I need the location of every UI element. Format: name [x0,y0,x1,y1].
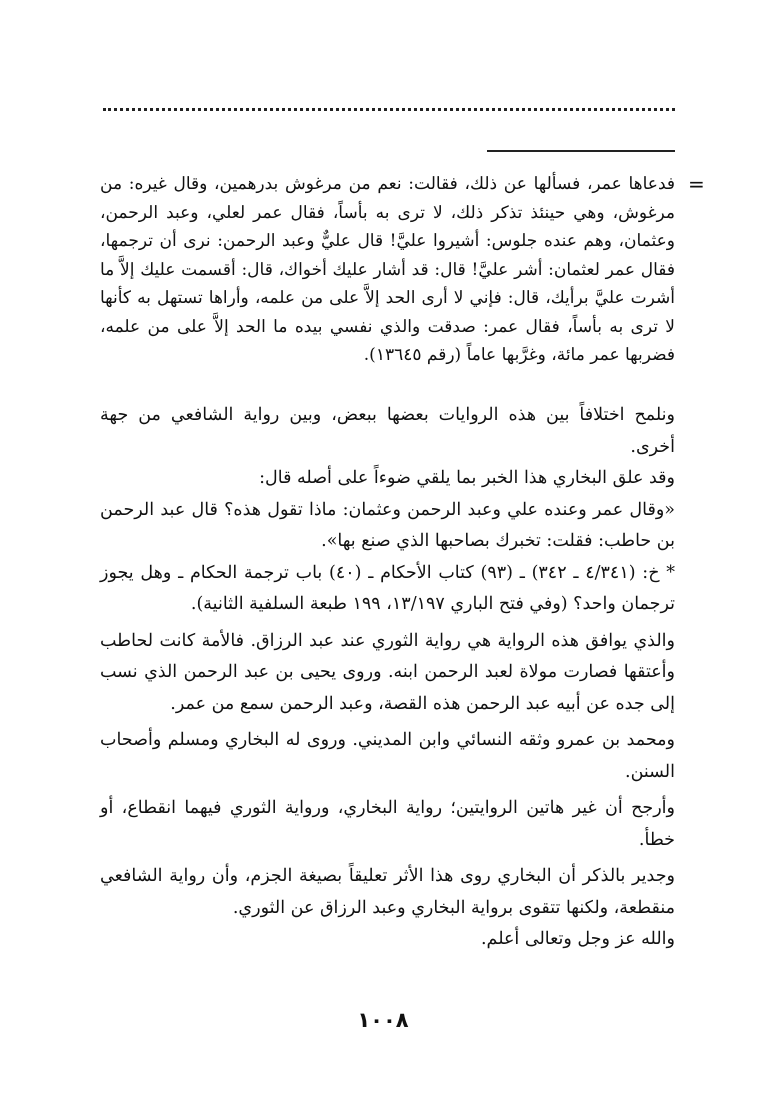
paragraph: وأرجح أن غير هاتين الروايتين؛ رواية البخاري، ورواية الثوري فيهما انقطاع، أو خطأ. [100,798,675,850]
paragraph: ونلمح اختلافاً بين هذه الروايات بعضها ببعض، وبين رواية الشافعي من جهة أخرى. [100,405,675,457]
dotted-separator [103,108,675,111]
citation-paragraph: * خ: (٤/٣٤١ ـ ٣٤٢) ـ (٩٣) كتاب الأحكام ـ (٤٠) باب ترجمة الحكام ـ وهل يجوز ترجمان واحد؟ (وفي فتح الباري ١٣/١٩٧، ١٩٩ طبعة السلفية الثانية). [100,562,675,614]
footnote-text: فدعاها عمر، فسألها عن ذلك، فقالت: نعم من مرغوش بدرهمين، وقال غيره: من مرغوش، وهي حينئذ تذكر ذلك، لا ترى به بأساً، فقال عمر لعلي، وعبد الرحمن، وعثمان، وهم عنده جلوس: أشيروا عليَّ! قال عليٌّ وعبد الرحمن: نرى أن ترجمها، فقال عمر لعثمان: أشر عليَّ! قال: قد أشار عليك أخواك، قال: أقسمت عليك إلاَّ ما أشرت عليَّ برأيك، قال: فإني لا أرى الحد إلاَّ على من علمه، وأراها تستهل به كأنها لا ترى به بأساً، فقال عمر: صدقت والذي نفسي بيده ما الحد إلاَّ على من علمه، فضربها عمر مائة، وغرَّبها عاماً (رقم ١٣٦٤٥). [100,174,675,365]
footnote-separator [487,150,675,152]
paragraph: وقد علق البخاري هذا الخبر بما يلقي ضوءاً على أصله قال: [259,468,675,488]
paragraph: والذي يوافق هذه الرواية هي رواية الثوري عند عبد الرزاق. فالأمة كانت لحاطب وأعتقها فصارت مولاة لعبد الرحمن ابنه. وروى يحيى بن عبد الرحمن الذي نسب إلى جده عن أبيه عبد الرحمن هذه القصة، وعبد الرحمن سمع من عمر. [100,630,675,714]
footnote-continuation-mark: = [688,172,705,196]
page-number: ١٠٠٨ [357,1008,409,1032]
paragraph: ومحمد بن عمرو وثقه النسائي وابن المديني. وروى له البخاري ومسلم وأصحاب السنن. [100,730,675,782]
footnote-block [100,170,675,370]
closing-paragraph: والله عز وجل وتعالى أعلم. [480,929,675,949]
paragraph: وجدير بالذكر أن البخاري روى هذا الأثر تعليقاً بصيغة الجزم، وأن رواية الشافعي منقطعة، ولكنها تتقوى برواية البخاري وعبد الرزاق عن الثوري. [100,866,675,918]
main-text [100,400,675,956]
quote-paragraph: «وقال عمر وعنده علي وعبد الرحمن وعثمان: ماذا تقول هذه؟ قال عبد الرحمن بن حاطب: فقلت: تخبرك بصاحبها الذي صنع بها». [100,499,675,551]
